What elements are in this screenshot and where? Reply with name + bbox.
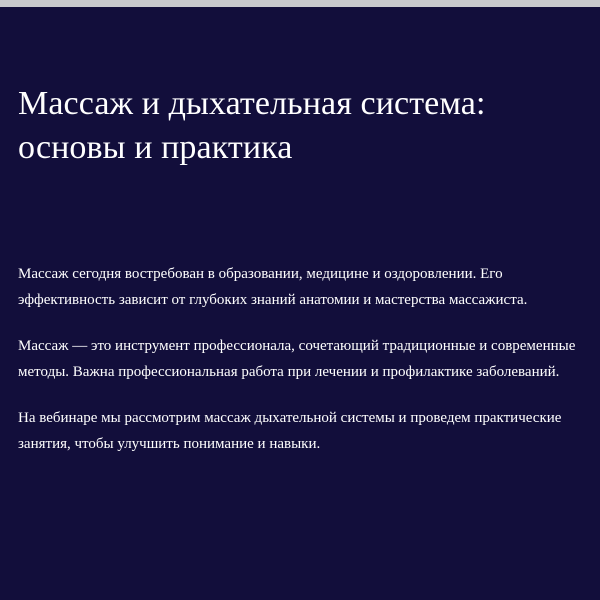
description-paragraph: Массаж — это инструмент профессионала, сочетающий традиционные и современные методы. Важна профессиональная работа при лечении и профилактике заболеваний.	[18, 338, 576, 380]
page-title: Массаж и дыхательная система: основы и практика	[18, 85, 486, 166]
article-panel	[0, 7, 600, 600]
webinar-paragraph: На вебинаре мы рассмотрим массаж дыхательной системы и проведем практические занятия, чтобы улучшить понимание и навыки.	[18, 410, 562, 452]
intro-paragraph: Массаж сегодня востребован в образовании, медицине и оздоровлении. Его эффективность зависит от глубоких знаний анатомии и мастерства массажиста.	[18, 266, 528, 308]
